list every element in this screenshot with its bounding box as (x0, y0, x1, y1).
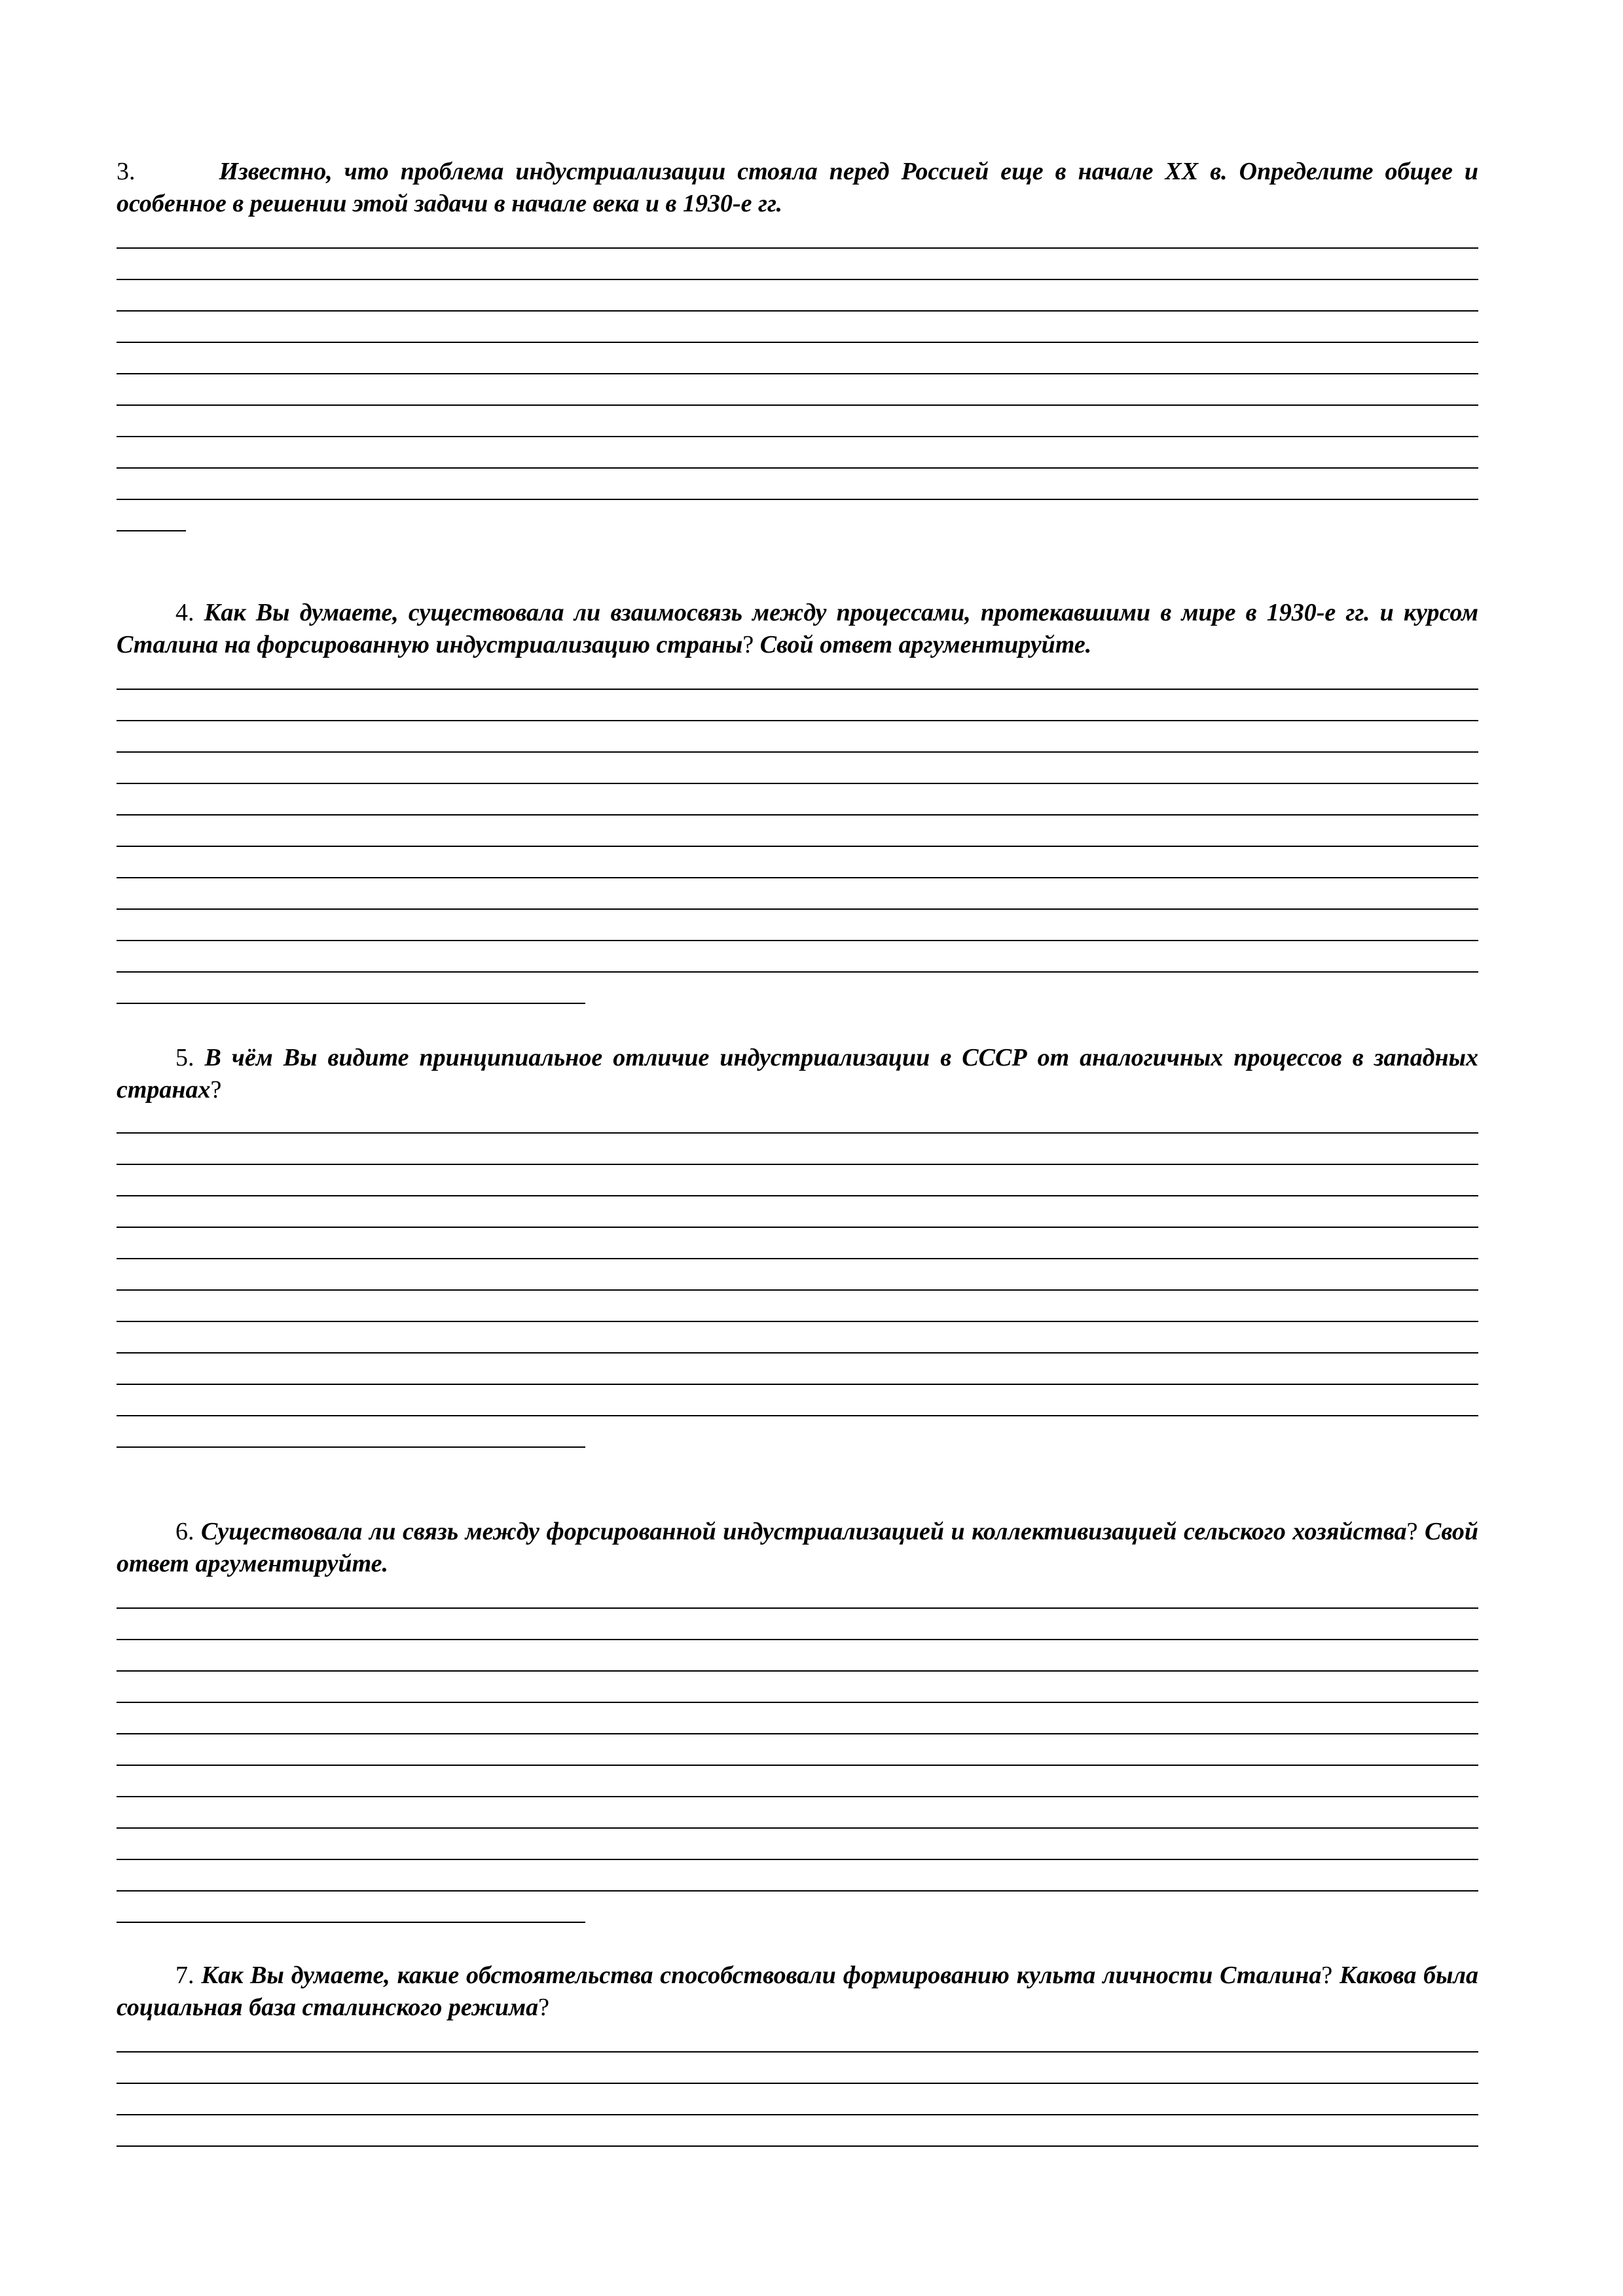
answer-line[interactable] (117, 2083, 1478, 2084)
answer-line[interactable] (117, 1352, 1478, 1354)
answer-line[interactable] (117, 1670, 1478, 1672)
answer-line[interactable] (117, 1446, 585, 1448)
question-3 (117, 156, 1478, 220)
answer-line[interactable] (117, 1289, 1478, 1291)
answer-line[interactable] (117, 1796, 1478, 1797)
answer-line[interactable] (117, 1195, 1478, 1196)
answer-line[interactable] (117, 1827, 1478, 1829)
question-6-number: 6. (175, 1518, 194, 1545)
question-7-text: Как Вы думаете, какие обстоятельства способствовали формированию культа личности Сталина (201, 1962, 1322, 1989)
question-5-text: В чём Вы видите принципиальное отличие индустриализации в СССР от аналогичных процессов в западных странах (117, 1044, 1479, 1103)
answer-line[interactable] (117, 1890, 1478, 1892)
answer-line[interactable] (117, 530, 186, 531)
answer-line[interactable] (117, 1639, 1478, 1640)
answer-line[interactable] (117, 1415, 1478, 1416)
answer-line[interactable] (117, 1922, 585, 1923)
answer-line[interactable] (117, 971, 1478, 973)
answer-line[interactable] (117, 1132, 1478, 1134)
answer-line[interactable] (117, 1384, 1478, 1385)
question-6 (117, 1516, 1478, 1580)
question-6-mark: ? (1406, 1518, 1418, 1545)
question-5-number: 5. (175, 1044, 194, 1071)
question-7 (117, 1960, 1478, 2024)
answer-line[interactable] (117, 908, 1478, 910)
answer-line[interactable] (117, 2051, 1478, 2053)
answer-line[interactable] (117, 751, 1478, 753)
answer-line[interactable] (117, 1765, 1478, 1766)
answer-line[interactable] (117, 1321, 1478, 1322)
answer-line[interactable] (117, 436, 1478, 437)
answer-line[interactable] (117, 342, 1478, 343)
answer-line[interactable] (117, 1003, 585, 1004)
answer-line[interactable] (117, 2145, 1478, 2147)
question-4-text-after: Свой ответ аргументируйте. (754, 631, 1092, 658)
answer-line[interactable] (117, 310, 1478, 312)
answer-line[interactable] (117, 814, 1478, 816)
answer-line[interactable] (117, 2114, 1478, 2115)
answer-line[interactable] (117, 940, 1478, 941)
answer-line[interactable] (117, 247, 1478, 249)
answer-line[interactable] (117, 783, 1478, 784)
answer-line[interactable] (117, 846, 1478, 847)
answer-line[interactable] (117, 1733, 1478, 1734)
question-6-text: Существовала ли связь между форсированной индустриализацией и коллективизацией сельского хозяйства (201, 1518, 1407, 1545)
answer-line[interactable] (117, 689, 1478, 690)
question-4-mark: ? (742, 631, 754, 658)
question-7-text-after: Какова была социальная база сталинского режима (117, 1962, 1478, 2021)
answer-line[interactable] (117, 720, 1478, 721)
question-5-mark: ? (210, 1076, 222, 1103)
answer-line[interactable] (117, 279, 1478, 280)
answer-line[interactable] (117, 1164, 1478, 1165)
answer-line[interactable] (117, 467, 1478, 469)
answer-line[interactable] (117, 404, 1478, 406)
answer-line[interactable] (117, 499, 1478, 500)
question-5 (117, 1042, 1478, 1106)
question-4-text: Как Вы думаете, существовала ли взаимосвязь между процессами, протекавшими в мире в 1930-е гг. и курсом Сталина на форсированную индустриализацию страны (117, 599, 1479, 658)
answer-line[interactable] (117, 1859, 1478, 1860)
question-3-text: Известно, что проблема индустриализации стояла перед Россией еще в начале XX в. Определите общее и особенное в решении этой задачи в начале века и в 1930-е гг. (117, 158, 1478, 217)
answer-line[interactable] (117, 1227, 1478, 1228)
question-4 (117, 597, 1478, 661)
answer-line[interactable] (117, 877, 1478, 878)
question-7-mark-2: ? (538, 1994, 550, 2021)
question-7-number: 7. (175, 1962, 194, 1989)
question-6-text-after: Свой ответ аргументируйте. (117, 1518, 1478, 1577)
question-3-number: 3. (117, 158, 136, 185)
question-4-number: 4. (175, 599, 194, 626)
answer-line[interactable] (117, 1607, 1478, 1609)
answer-line[interactable] (117, 373, 1478, 374)
question-7-mark: ? (1321, 1962, 1333, 1989)
answer-line[interactable] (117, 1702, 1478, 1703)
answer-line[interactable] (117, 1258, 1478, 1259)
